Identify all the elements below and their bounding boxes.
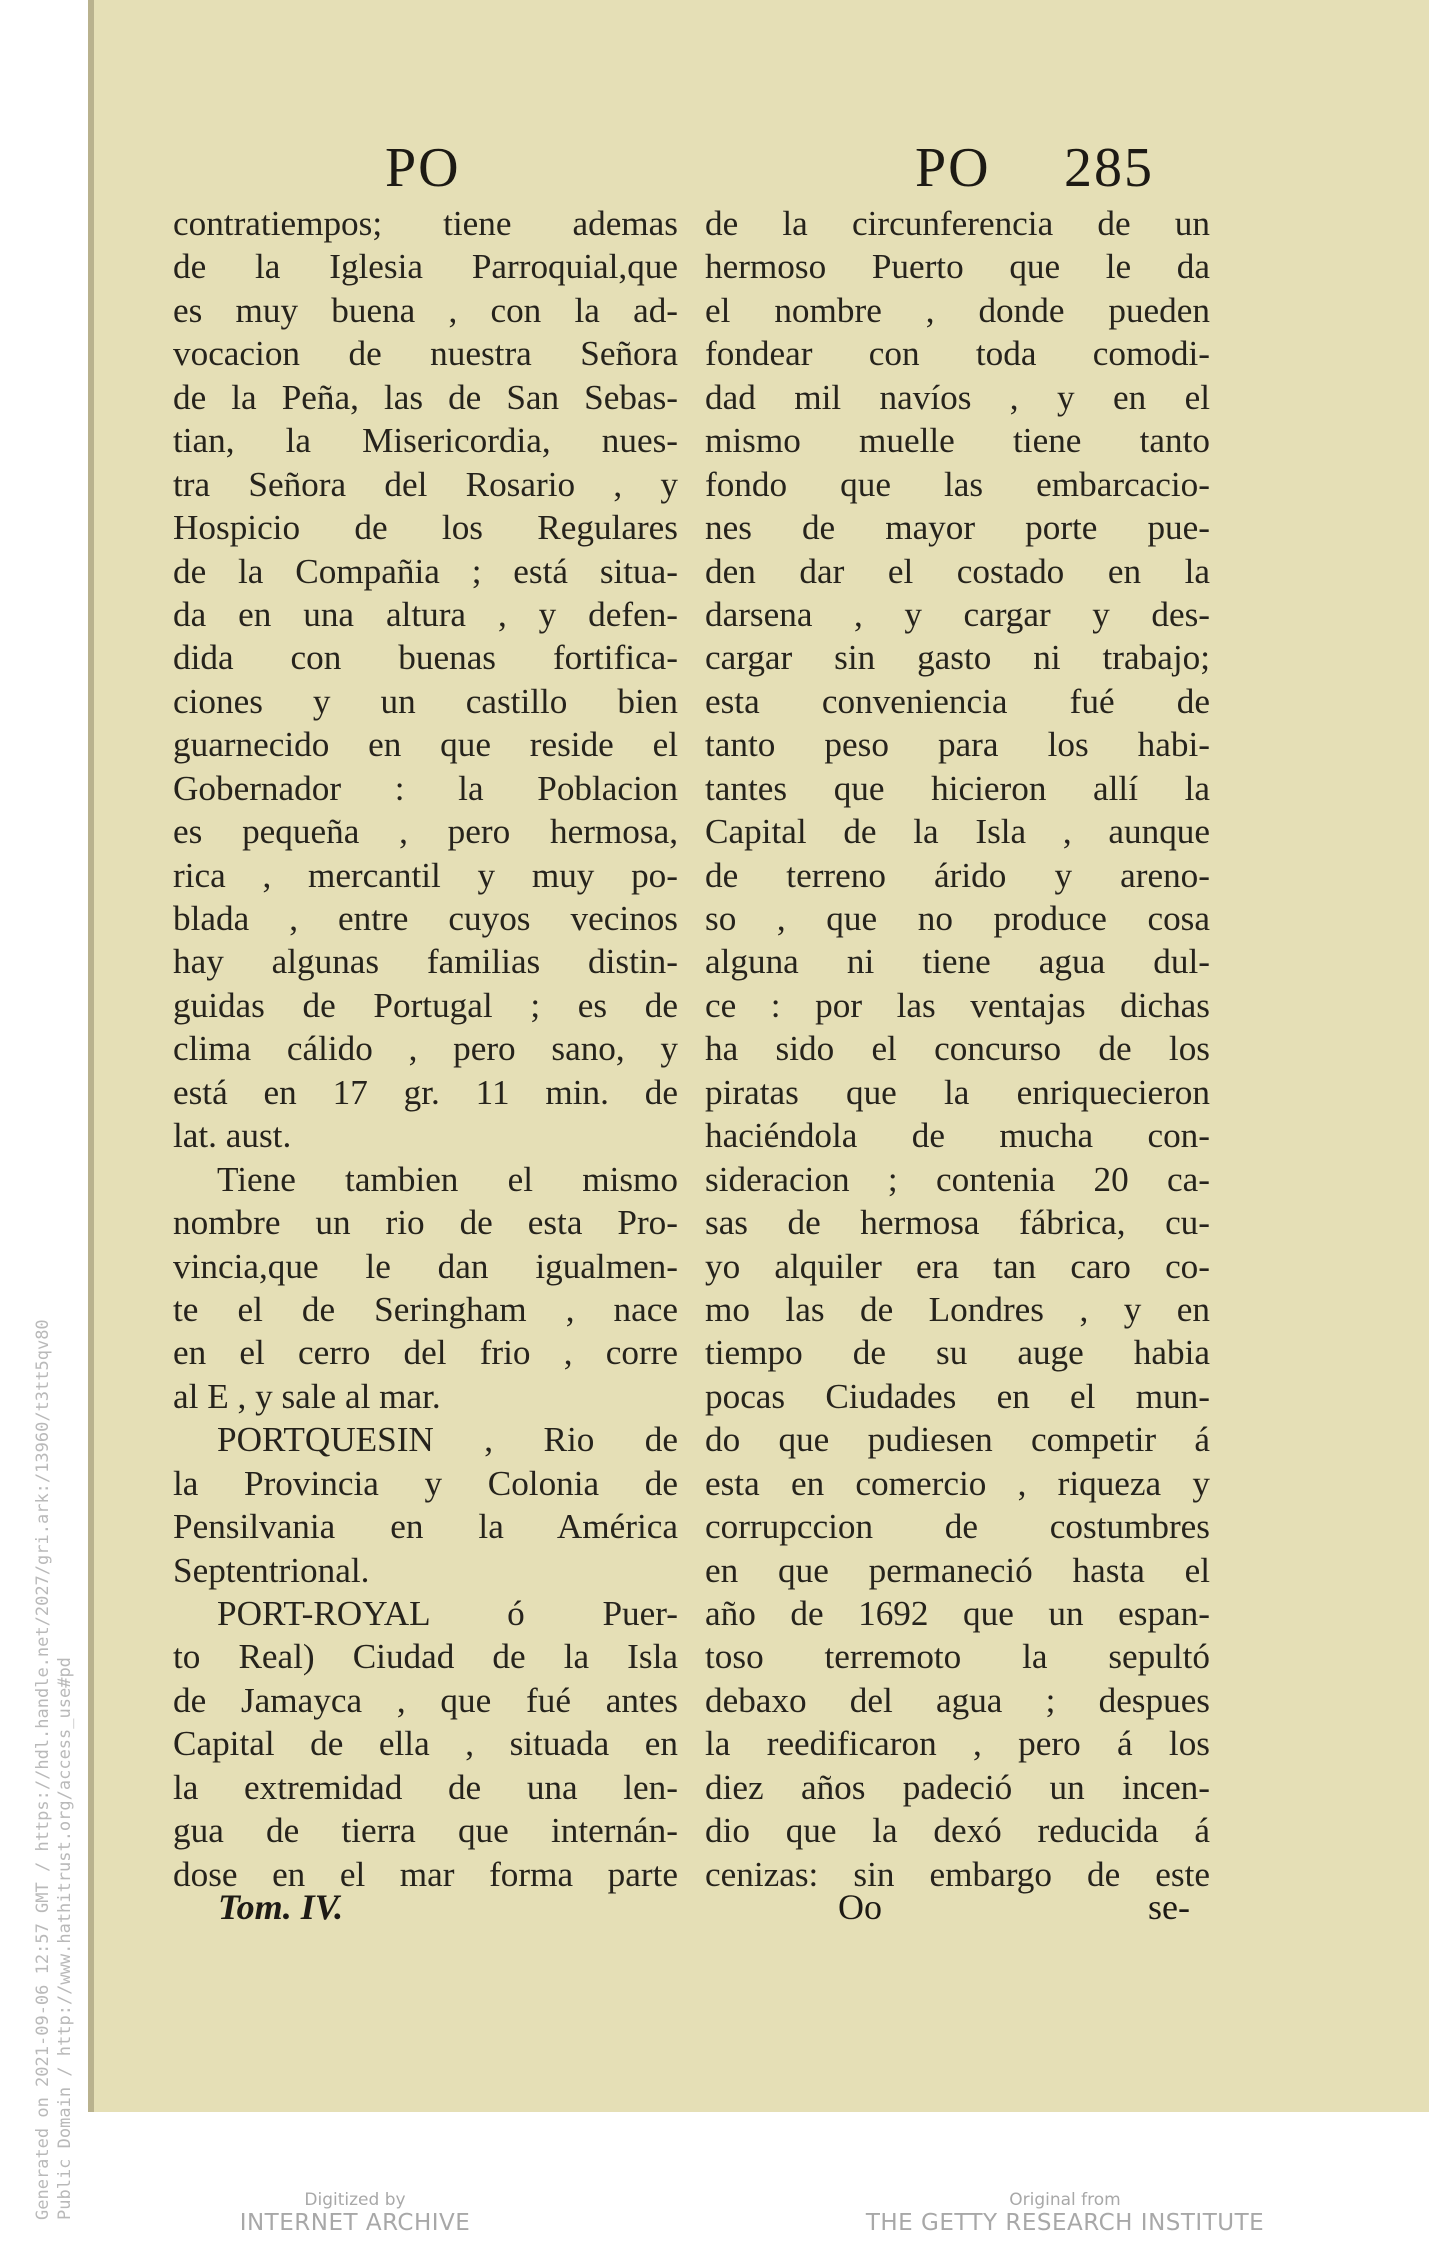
text-line: mo las de Londres , y en: [705, 1289, 1210, 1329]
entry-heading-port-royal: PORT-ROYAL ó Puer-: [217, 1594, 678, 1633]
text-line: diez años padeció un incen-: [705, 1767, 1210, 1807]
text-line: esta conveniencia fué de: [705, 681, 1210, 721]
text-line: contratiempos; tiene ademas: [173, 204, 678, 243]
watermark-generated: Generated on 2021-09-06 12:57 GMT / https://hdl.handle.net/2027/gri.ark:/13960/t3tt5qv80: [33, 1319, 53, 2220]
access-watermark: [32, 1319, 76, 2220]
page-number: 285: [1064, 137, 1154, 199]
text-line: al E , y sale al mar.: [173, 1376, 441, 1416]
text-line: tantes que hicieron allí la: [705, 768, 1210, 808]
credit-getty: THE GETTY RESEARCH INSTITUTE: [865, 2210, 1265, 2236]
text-line: pocas Ciudades en el mun-: [705, 1376, 1210, 1416]
text-line: de la Peña, las de San Sebas-: [173, 377, 678, 417]
original-from-credit: [860, 2190, 1270, 2236]
text-line: hermoso Puerto que le da: [705, 247, 1210, 287]
text-line: ha sido el concurso de los: [705, 1029, 1210, 1069]
right-column-text: [705, 202, 1210, 1896]
text-line: darsena , y cargar y des-: [705, 594, 1210, 634]
text-line: la reedificaron , pero á los: [705, 1724, 1210, 1764]
text-line: de la Compañia ; está situa-: [173, 551, 678, 591]
text-line: es pequeña , pero hermosa,: [173, 812, 678, 852]
text-line: de la Iglesia Parroquial,que: [173, 247, 678, 287]
text-line: den dar el costado en la: [705, 551, 1210, 591]
text-line: da en una altura , y defen-: [173, 594, 678, 634]
text-line: dio que la dexó reducida á: [705, 1811, 1210, 1851]
credit-label: Digitized by: [304, 2190, 406, 2210]
text-line: dida con buenas fortifica-: [173, 638, 678, 678]
text-line: esta en comercio , riqueza y: [705, 1463, 1210, 1503]
text-line: nombre un rio de esta Pro-: [173, 1203, 678, 1243]
text-line: Septentrional.: [173, 1550, 370, 1590]
text-line: debaxo del agua ; despues: [705, 1680, 1210, 1720]
text-line: Hospicio de los Regulares: [173, 508, 678, 548]
text-line: mismo muelle tiene tanto: [705, 421, 1210, 461]
text-line: tiempo de su auge habia: [705, 1333, 1210, 1373]
text-line: fondo que las embarcacio-: [705, 464, 1210, 504]
text-line: es muy buena , con la ad-: [173, 290, 678, 330]
digitized-by-credit: [205, 2190, 505, 2236]
text-line: hay algunas familias distin-: [173, 942, 678, 982]
left-column-text: [173, 202, 678, 1896]
text-line: vincia,que le dan igualmen-: [173, 1246, 678, 1286]
text-line: en que permaneció hasta el: [705, 1550, 1210, 1590]
text-line: Capital de ella , situada en: [173, 1724, 678, 1764]
text-line: guarnecido en que reside el: [173, 725, 678, 765]
text-line: gua de tierra que internán-: [173, 1811, 678, 1851]
text-line: la extremidad de una len-: [173, 1767, 678, 1807]
text-line: tian, la Misericordia, nues-: [173, 421, 678, 461]
text-line: yo alquiler era tan caro co-: [705, 1246, 1210, 1286]
text-line: nes de mayor porte pue-: [705, 508, 1210, 548]
text-line: Capital de la Isla , aunque: [705, 812, 1210, 852]
text-line: clima cálido , pero sano, y: [173, 1029, 678, 1069]
text-line: te el de Seringham , nace: [173, 1289, 678, 1329]
text-line: alguna ni tiene agua dul-: [705, 942, 1210, 982]
text-line: año de 1692 que un espan-: [705, 1594, 1210, 1633]
text-line: tanto peso para los habi-: [705, 725, 1210, 765]
text-line: de Jamayca , que fué antes: [173, 1680, 678, 1720]
text-line: do que pudiesen competir á: [705, 1420, 1210, 1460]
page-gutter: [88, 0, 94, 2112]
text-line: de terreno árido y areno-: [705, 855, 1210, 895]
text-line: toso terremoto la sepultó: [705, 1637, 1210, 1677]
text-line: to Real) Ciudad de la Isla: [173, 1637, 678, 1677]
text-line: ce : por las ventajas dichas: [705, 985, 1210, 1025]
text-line: el nombre , donde pueden: [705, 290, 1210, 330]
text-line: tra Señora del Rosario , y: [173, 464, 678, 504]
text-line: la Provincia y Colonia de: [173, 1463, 678, 1503]
text-line: corrupccion de costumbres: [705, 1507, 1210, 1547]
text-line: haciéndola de mucha con-: [705, 1116, 1210, 1156]
volume-signature: Tom. IV.: [218, 1887, 344, 1927]
text-line: so , que no produce cosa: [705, 899, 1210, 938]
text-line: piratas que la enriquecieron: [705, 1072, 1210, 1112]
text-line: cargar sin gasto ni trabajo;: [705, 638, 1210, 678]
watermark-rights: Public Domain / http://www.hathitrust.org/access_use#pd: [55, 1657, 75, 2220]
text-line: está en 17 gr. 11 min. de: [173, 1072, 678, 1112]
text-line: dose en el mar forma parte: [173, 1854, 678, 1894]
text-line: de la circunferencia de un: [705, 204, 1210, 243]
text-line: sideracion ; contenia 20 ca-: [705, 1159, 1210, 1199]
text-line: blada , entre cuyos vecinos: [173, 899, 678, 938]
text-line: vocacion de nuestra Señora: [173, 334, 678, 374]
entry-heading-portquesin: PORTQUESIN , Rio de: [217, 1420, 678, 1460]
catchword: se-: [1148, 1887, 1190, 1927]
text-line: ciones y un castillo bien: [173, 681, 678, 721]
paragraph-start: Tiene tambien el mismo: [217, 1159, 678, 1199]
text-line: guidas de Portugal ; es de: [173, 985, 678, 1025]
text-line: lat. aust.: [173, 1116, 292, 1156]
text-line: Pensilvania en la América: [173, 1507, 678, 1547]
text-line: sas de hermosa fábrica, cu-: [705, 1203, 1210, 1243]
running-head-left: PO: [385, 137, 461, 199]
running-head-center: PO: [915, 137, 991, 199]
text-line: rica , mercantil y muy po-: [173, 855, 678, 895]
text-line: dad mil navíos , y en el: [705, 377, 1210, 417]
gathering-signature: Oo: [838, 1887, 882, 1927]
text-line: fondear con toda comodi-: [705, 334, 1210, 374]
credit-label: Original from: [1009, 2190, 1121, 2210]
text-line: Gobernador : la Poblacion: [173, 768, 678, 808]
text-line: cenizas: sin embargo de este: [705, 1854, 1210, 1894]
credit-internet-archive: INTERNET ARCHIVE: [239, 2210, 471, 2236]
text-line: en el cerro del frio , corre: [173, 1333, 678, 1373]
